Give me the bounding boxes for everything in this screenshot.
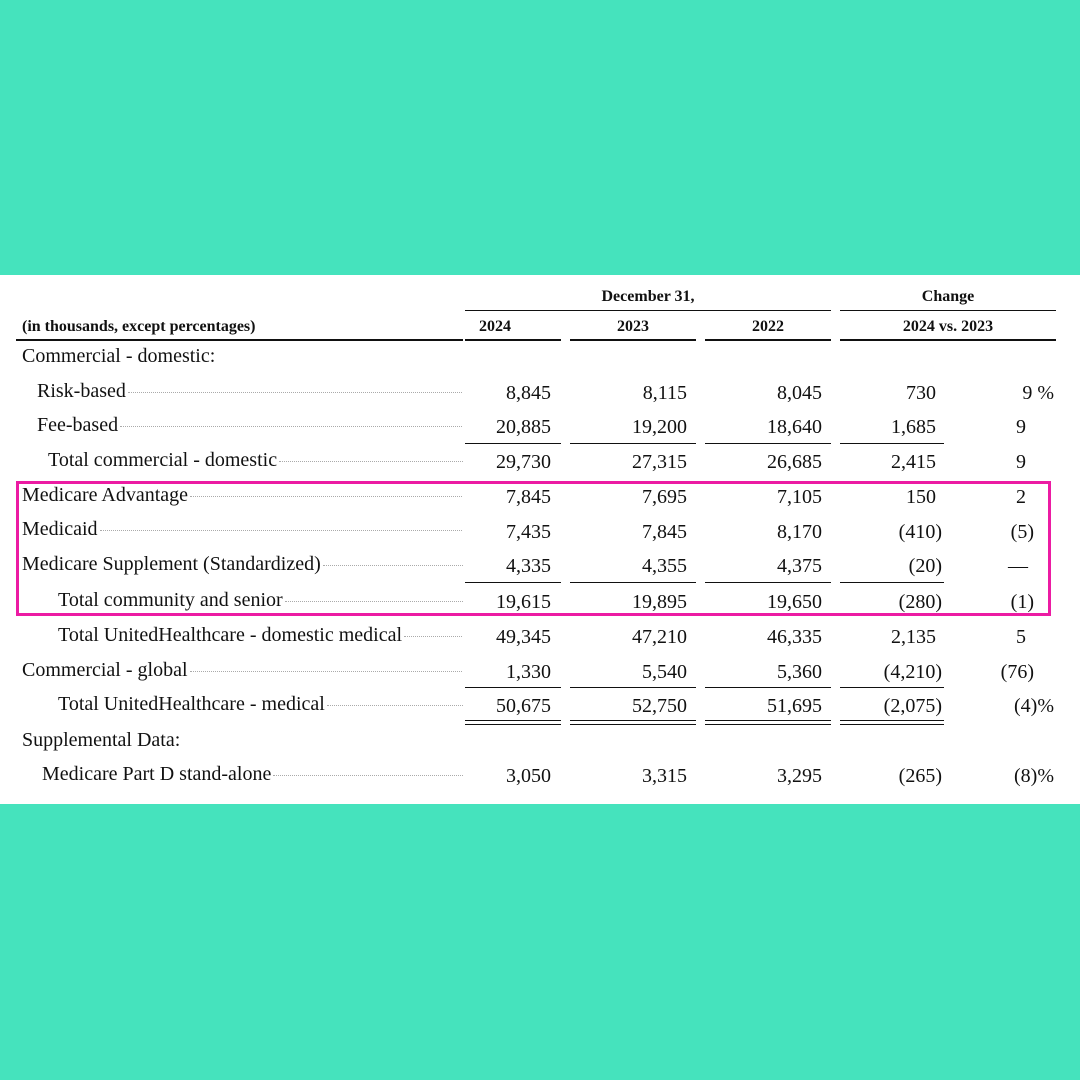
cell-medicare-advantage-2023: 7,695 — [642, 486, 687, 508]
total-rule-change-2 — [840, 724, 944, 725]
row-label-total-community-senior: Total community and senior — [58, 589, 463, 612]
total-rule-2023-2 — [570, 724, 696, 725]
cell-total-commercial-2024: 29,730 — [496, 451, 551, 473]
cell-total-uhc-domestic-change: 2,135 — [891, 626, 936, 648]
cell-part-d-pct: (8)% — [1014, 765, 1054, 787]
row-label-medicaid: Medicaid — [22, 518, 463, 541]
cell-total-uhc-domestic-2023: 47,210 — [632, 626, 687, 648]
cell-total-uhc-domestic-2022: 46,335 — [767, 626, 822, 648]
subtotal-rule-2022-a — [705, 443, 831, 444]
cell-total-uhc-medical-2024: 50,675 — [496, 695, 551, 717]
subtotal-rule-2024-a — [465, 443, 561, 444]
cell-medicare-supplement-2024: 4,335 — [506, 555, 551, 577]
year-header-2024: 2024 — [479, 318, 511, 335]
row-label-medicare-supplement: Medicare Supplement (Standardized) — [22, 553, 463, 576]
cell-medicare-supplement-change: (20) — [908, 555, 942, 577]
cell-total-community-pct: (1) — [1010, 591, 1034, 613]
row-label-commercial-global: Commercial - global — [22, 659, 463, 682]
cell-total-community-2024: 19,615 — [496, 591, 551, 613]
cell-medicaid-pct: (5) — [1010, 521, 1034, 543]
total-rule-2022-2 — [705, 724, 831, 725]
subtotal-rule-2022-c — [705, 687, 831, 688]
cell-risk-based-change: 730 — [906, 382, 936, 404]
cell-medicare-advantage-2024: 7,845 — [506, 486, 551, 508]
cell-medicare-supplement-pct: — — [1008, 555, 1028, 577]
row-label-total-uhc-medical: Total UnitedHealthcare - medical — [58, 693, 463, 716]
cell-commercial-global-pct: (76) — [1000, 661, 1034, 683]
cell-commercial-global-2023: 5,540 — [642, 661, 687, 683]
row-label-supplemental-data: Supplemental Data: — [22, 729, 181, 751]
cell-total-uhc-medical-pct: (4)% — [1014, 695, 1054, 717]
subtotal-rule-change-c — [840, 687, 944, 688]
change-header: Change — [921, 288, 975, 305]
cell-total-uhc-domestic-2024: 49,345 — [496, 626, 551, 648]
cell-fee-based-2024: 20,885 — [496, 416, 551, 438]
cell-commercial-global-2022: 5,360 — [777, 661, 822, 683]
cell-risk-based-2024: 8,845 — [506, 382, 551, 404]
subtotal-rule-2023-c — [570, 687, 696, 688]
cell-medicaid-2023: 7,845 — [642, 521, 687, 543]
cell-fee-based-pct: 9 — [1016, 416, 1026, 438]
cell-fee-based-2023: 19,200 — [632, 416, 687, 438]
period-header: December 31, — [601, 288, 695, 305]
cell-total-uhc-medical-2022: 51,695 — [767, 695, 822, 717]
subtotal-rule-2023-a — [570, 443, 696, 444]
header-rule-2024 — [465, 339, 561, 341]
cell-total-commercial-2023: 27,315 — [632, 451, 687, 473]
cell-total-community-2022: 19,650 — [767, 591, 822, 613]
cell-medicare-advantage-2022: 7,105 — [777, 486, 822, 508]
year-header-2023: 2023 — [617, 318, 649, 335]
header-rule-2022 — [705, 339, 831, 341]
row-label-total-uhc-domestic-medical: Total UnitedHealthcare - domestic medical — [58, 624, 463, 647]
year-header-2022: 2022 — [752, 318, 784, 335]
cell-risk-based-2023: 8,115 — [642, 382, 687, 404]
row-label-risk-based: Risk-based — [37, 380, 463, 403]
total-rule-2024-1 — [465, 720, 561, 721]
total-rule-change-1 — [840, 720, 944, 721]
cell-total-commercial-2022: 26,685 — [767, 451, 822, 473]
cell-total-commercial-pct: 9 — [1016, 451, 1026, 473]
cell-total-uhc-medical-2023: 52,750 — [632, 695, 687, 717]
cell-medicaid-2022: 8,170 — [777, 521, 822, 543]
cell-total-community-2023: 19,895 — [632, 591, 687, 613]
row-label-total-commercial-domestic: Total commercial - domestic — [48, 449, 463, 472]
cell-total-commercial-change: 2,415 — [891, 451, 936, 473]
highlight-box-community-senior — [16, 481, 1051, 616]
header-rule-2023 — [570, 339, 696, 341]
cell-fee-based-change: 1,685 — [891, 416, 936, 438]
units-note: (in thousands, except percentages) — [22, 318, 256, 335]
cell-medicare-advantage-change: 150 — [906, 486, 936, 508]
change-subheader: 2024 vs. 2023 — [902, 318, 994, 335]
financial-table — [0, 275, 1080, 804]
total-rule-2024-2 — [465, 724, 561, 725]
cell-part-d-2023: 3,315 — [642, 765, 687, 787]
cell-fee-based-2022: 18,640 — [767, 416, 822, 438]
subtotal-rule-change-a — [840, 443, 944, 444]
row-label-medicare-advantage: Medicare Advantage — [22, 484, 463, 507]
total-rule-2022-1 — [705, 720, 831, 721]
cell-medicare-supplement-2022: 4,375 — [777, 555, 822, 577]
cell-medicare-advantage-pct: 2 — [1016, 486, 1026, 508]
row-label-commercial-domestic: Commercial - domestic: — [22, 345, 216, 367]
cell-medicaid-2024: 7,435 — [506, 521, 551, 543]
cell-part-d-change: (265) — [898, 765, 942, 787]
cell-part-d-2024: 3,050 — [506, 765, 551, 787]
row-label-fee-based: Fee-based — [37, 414, 463, 437]
cell-risk-based-pct: 9 % — [1022, 382, 1054, 404]
header-rule-label — [16, 339, 463, 341]
cell-medicaid-change: (410) — [898, 521, 942, 543]
cell-part-d-2022: 3,295 — [777, 765, 822, 787]
cell-total-community-change: (280) — [898, 591, 942, 613]
cell-total-uhc-medical-change: (2,075) — [883, 695, 942, 717]
header-rule-change-sub — [840, 339, 1056, 341]
cell-risk-based-2022: 8,045 — [777, 382, 822, 404]
cell-commercial-global-change: (4,210) — [883, 661, 942, 683]
header-rule-change — [840, 310, 1056, 311]
cell-commercial-global-2024: 1,330 — [506, 661, 551, 683]
header-rule-period — [465, 310, 831, 311]
subtotal-rule-2024-c — [465, 687, 561, 688]
row-label-medicare-part-d: Medicare Part D stand-alone — [42, 763, 463, 786]
cell-total-uhc-domestic-pct: 5 — [1016, 626, 1026, 648]
total-rule-2023-1 — [570, 720, 696, 721]
cell-medicare-supplement-2023: 4,355 — [642, 555, 687, 577]
